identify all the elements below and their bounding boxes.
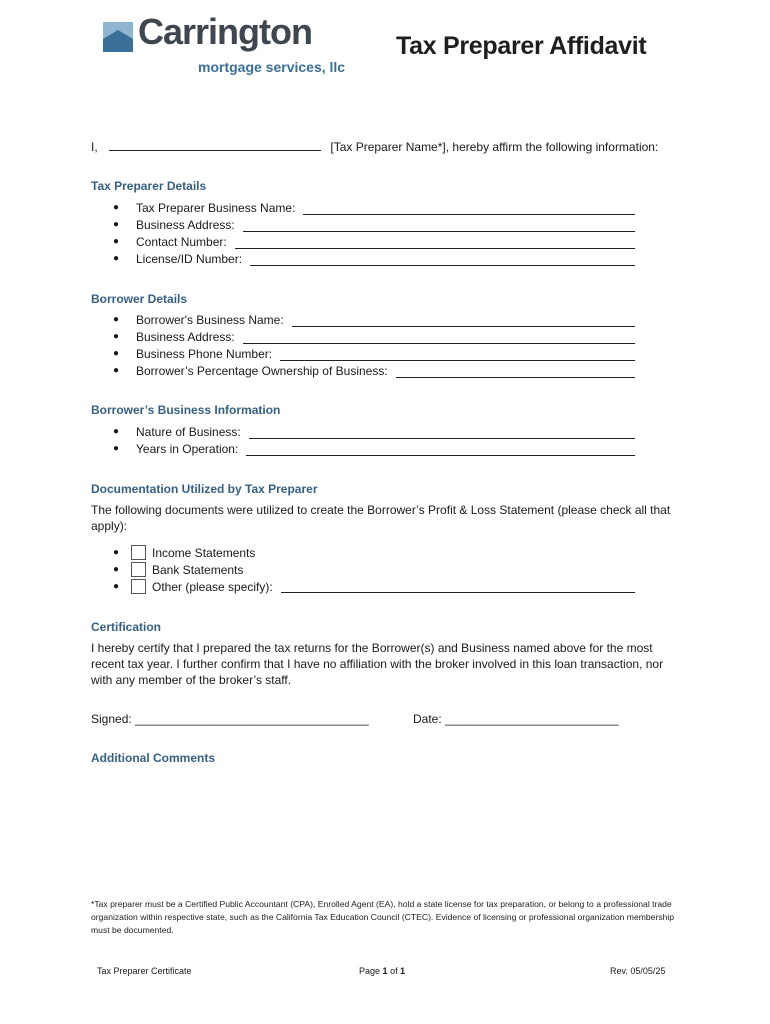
- field-label: Business Phone Number:: [136, 347, 273, 361]
- field-nature-of-business[interactable]: [113, 425, 635, 439]
- field-tax-preparer-business-name[interactable]: [113, 201, 635, 215]
- certification-heading: Certification: [91, 620, 162, 634]
- field-borrower-business-name[interactable]: [113, 313, 635, 327]
- field-label: Business Address:: [136, 218, 235, 232]
- borrower-heading: Borrower Details: [91, 292, 188, 306]
- option-label: Bank Statements: [152, 562, 244, 577]
- bullet-icon: ●: [113, 348, 120, 359]
- additional-comments-area[interactable]: [91, 772, 681, 882]
- input-line[interactable]: [292, 314, 635, 327]
- input-line[interactable]: [235, 236, 635, 249]
- option-other[interactable]: [113, 579, 635, 594]
- field-label: License/ID Number:: [136, 252, 243, 266]
- input-line[interactable]: [249, 426, 635, 439]
- tax-preparer-name-field[interactable]: [109, 139, 321, 151]
- intro-line: [91, 139, 658, 154]
- intro-suffix: [Tax Preparer Name*], hereby affirm the following information:: [330, 140, 659, 154]
- bullet-icon: ●: [113, 236, 120, 247]
- additional-comments-heading: Additional Comments: [91, 751, 216, 765]
- field-label: Nature of Business:: [136, 425, 241, 439]
- option-bank-statements[interactable]: [113, 562, 243, 577]
- carrington-logo-icon: [103, 22, 133, 52]
- bullet-icon: ●: [113, 580, 120, 592]
- business-info-heading: Borrower’s Business Information: [91, 403, 281, 417]
- field-label: Borrower’s Percentage Ownership of Business:: [136, 364, 388, 378]
- field-label: Business Address:: [136, 330, 235, 344]
- bullet-icon: ●: [113, 331, 120, 342]
- bullet-icon: ●: [113, 314, 120, 325]
- input-line[interactable]: [243, 219, 635, 232]
- date-blank[interactable]: __________________________: [445, 712, 619, 726]
- page-of: of: [390, 966, 398, 976]
- page-prefix: Page: [359, 966, 381, 976]
- logo-subtitle: mortgage services, llc: [198, 59, 346, 75]
- footnote: *Tax preparer must be a Certified Public Accountant (CPA), Enrolled Agent (EA), hold a state license for tax preparation, or belong to a professional trade organization within respective state, such as the California Tax Education Council (CTEC). Evidence of licensing or professional organization membership must be documented.: [91, 899, 675, 935]
- page-total: 1: [400, 966, 406, 976]
- input-line[interactable]: [280, 348, 635, 361]
- field-tax-preparer-business-address[interactable]: [113, 218, 635, 232]
- field-label: Borrower's Business Name:: [136, 313, 284, 327]
- input-line[interactable]: [243, 331, 635, 344]
- page-current: 1: [382, 966, 388, 976]
- input-line[interactable]: [250, 253, 635, 266]
- input-line[interactable]: [246, 443, 635, 456]
- other-specify-line[interactable]: [281, 580, 635, 593]
- bullet-icon: ●: [113, 253, 120, 264]
- input-line[interactable]: [396, 365, 635, 378]
- logo-wordmark: Carrington: [138, 11, 312, 52]
- bullet-icon: ●: [113, 563, 120, 575]
- footer-page-number: [359, 966, 405, 977]
- signature-row: [91, 712, 369, 726]
- tax-preparer-heading: Tax Preparer Details: [91, 179, 207, 193]
- document-title: Tax Preparer Affidavit: [396, 32, 647, 60]
- input-line[interactable]: [303, 202, 635, 215]
- option-label: Income Statements: [152, 545, 256, 560]
- income-statements-checkbox[interactable]: [131, 545, 146, 560]
- bullet-icon: ●: [113, 219, 120, 230]
- footer-revision: Rev. 05/05/25: [610, 966, 666, 976]
- other-checkbox[interactable]: [131, 579, 146, 594]
- signed-label: Signed:: [91, 712, 132, 726]
- bullet-icon: ●: [113, 443, 120, 454]
- bullet-icon: ●: [113, 365, 120, 376]
- signed-blank[interactable]: ___________________________________: [135, 712, 369, 726]
- field-tax-preparer-license-id[interactable]: [113, 252, 635, 266]
- bank-statements-checkbox[interactable]: [131, 562, 146, 577]
- intro-prefix: I,: [91, 140, 98, 154]
- field-label: Contact Number:: [136, 235, 227, 249]
- date-label: Date:: [413, 712, 442, 726]
- bullet-icon: ●: [113, 202, 120, 213]
- field-borrower-ownership-percentage[interactable]: [113, 364, 635, 378]
- field-tax-preparer-contact-number[interactable]: [113, 235, 635, 249]
- field-borrower-business-address[interactable]: [113, 330, 635, 344]
- footer-document-name: Tax Preparer Certificate: [97, 966, 192, 976]
- field-label: Years in Operation:: [136, 442, 239, 456]
- option-label: Other (please specify):: [152, 579, 273, 594]
- date-row: [413, 712, 619, 726]
- documentation-heading: Documentation Utilized by Tax Preparer: [91, 482, 318, 496]
- bullet-icon: ●: [113, 426, 120, 437]
- field-years-in-operation[interactable]: [113, 442, 635, 456]
- field-borrower-business-phone[interactable]: [113, 347, 635, 361]
- bullet-icon: ●: [113, 546, 120, 558]
- documentation-text: The following documents were utilized to create the Borrower’s Profit & Loss Statement (please check all that apply):: [91, 503, 671, 533]
- option-income-statements[interactable]: [113, 545, 255, 560]
- field-label: Tax Preparer Business Name:: [136, 201, 296, 215]
- certification-text: I hereby certify that I prepared the tax returns for the Borrower(s) and Business named above for the most recent tax year. I further confirm that I have no affiliation with the broker involved in this loan transaction, nor with any member of the broker’s staff.: [91, 641, 664, 687]
